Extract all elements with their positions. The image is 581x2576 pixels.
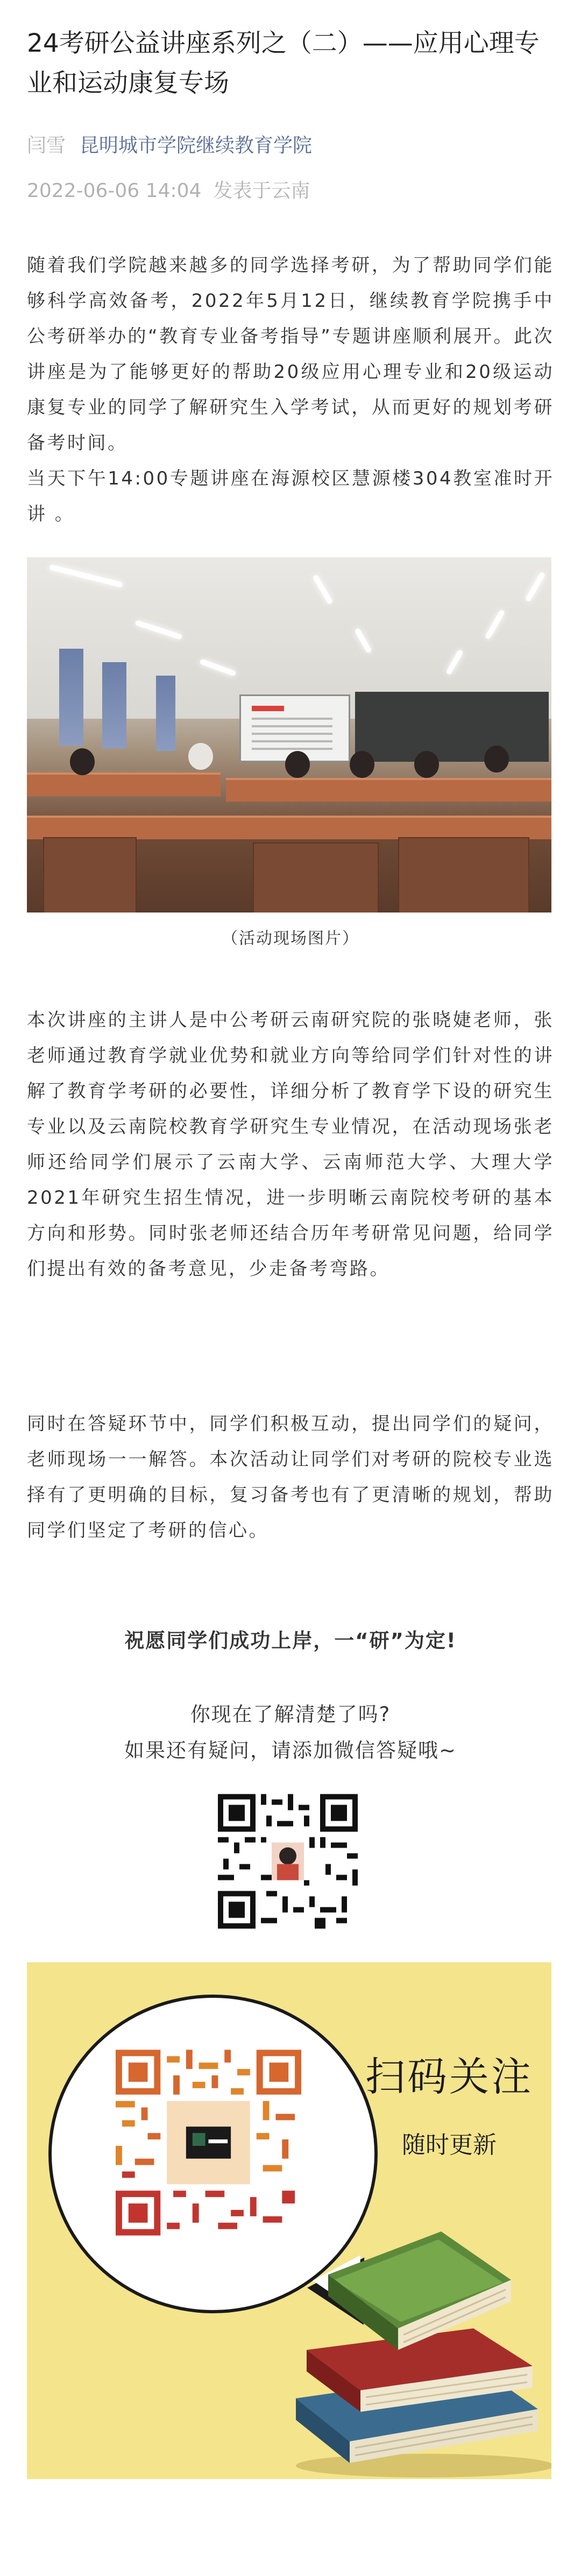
poster-qr-code-icon[interactable] xyxy=(116,2048,301,2237)
poster-subtitle: 随时更新 xyxy=(402,2131,497,2159)
article-meta-date-line xyxy=(27,178,310,205)
closing-contact-hint: 如果还有疑问，请添加微信答疑哦~ xyxy=(124,1739,457,1762)
paragraph-time-place: 当天下午14:00专题讲座在海源校区慧源楼304教室准时开讲 。 xyxy=(27,468,554,525)
publish-location: 发表于云南 xyxy=(213,180,310,202)
publish-date: 2022-06-06 14:04 xyxy=(27,180,202,202)
follow-poster[interactable] xyxy=(27,1962,551,2479)
paragraph-speaker: 本次讲座的主讲人是中公考研云南研究院的张晓婕老师，张老师通过教育学就业优势和就业方向等给同学们针对性的讲解了教育学考研的必要性，详细分析了教育学下设的研究生专业以及云南院校教育学研究生专业情况，在活动现场张老师还给同学们展示了云南大学、云南师范大学、大理大学2021年研究生招生情况，进一步明晰云南院校考研的基本方向和形势。同时张老师还结合历年考研常见问题，给同学们提出有效的备考意见，少走备考弯路。 xyxy=(27,1009,554,1280)
author-name: 闫雪 xyxy=(27,135,66,157)
paragraph-qa: 同时在答疑环节中，同学们积极互动，提出同学们的疑问，老师现场一一解答。本次活动让同学们对考研的院校专业选择有了更明确的目标，复习备考也有了更清晰的规划，帮助同学们坚定了考研的信心。 xyxy=(27,1413,554,1541)
paragraph-intro: 随着我们学院越来越多的同学选择考研，为了帮助同学们能够科学高效备考，2022年5月12日，继续教育学院携手中公考研举办的“教育专业备考指导”专题讲座顺利展开。此次讲座是为了能够更好的帮助20级应用心理专业和20级运动康复专业的同学了解研究生入学考试，从而更好的规划考研备考时间。 xyxy=(27,255,554,454)
article-meta-author-line xyxy=(27,132,312,159)
closing-wish: 祝愿同学们成功上岸，一“研”为定! xyxy=(124,1629,457,1652)
lecture-scene-photo[interactable] xyxy=(27,557,551,913)
poster-title: 扫码关注 xyxy=(365,2054,533,2100)
closing-question: 你现在了解清楚了吗? xyxy=(190,1703,391,1726)
books-icon xyxy=(280,2194,551,2479)
wechat-qr-code-icon[interactable] xyxy=(218,1793,358,1930)
photo-caption: （活动现场图片） xyxy=(222,929,359,948)
account-name-link[interactable]: 昆明城市学院继续教育学院 xyxy=(80,135,313,157)
article-title: 24考研公益讲座系列之（二）——应用心理专业和运动康复专场 xyxy=(27,29,540,98)
